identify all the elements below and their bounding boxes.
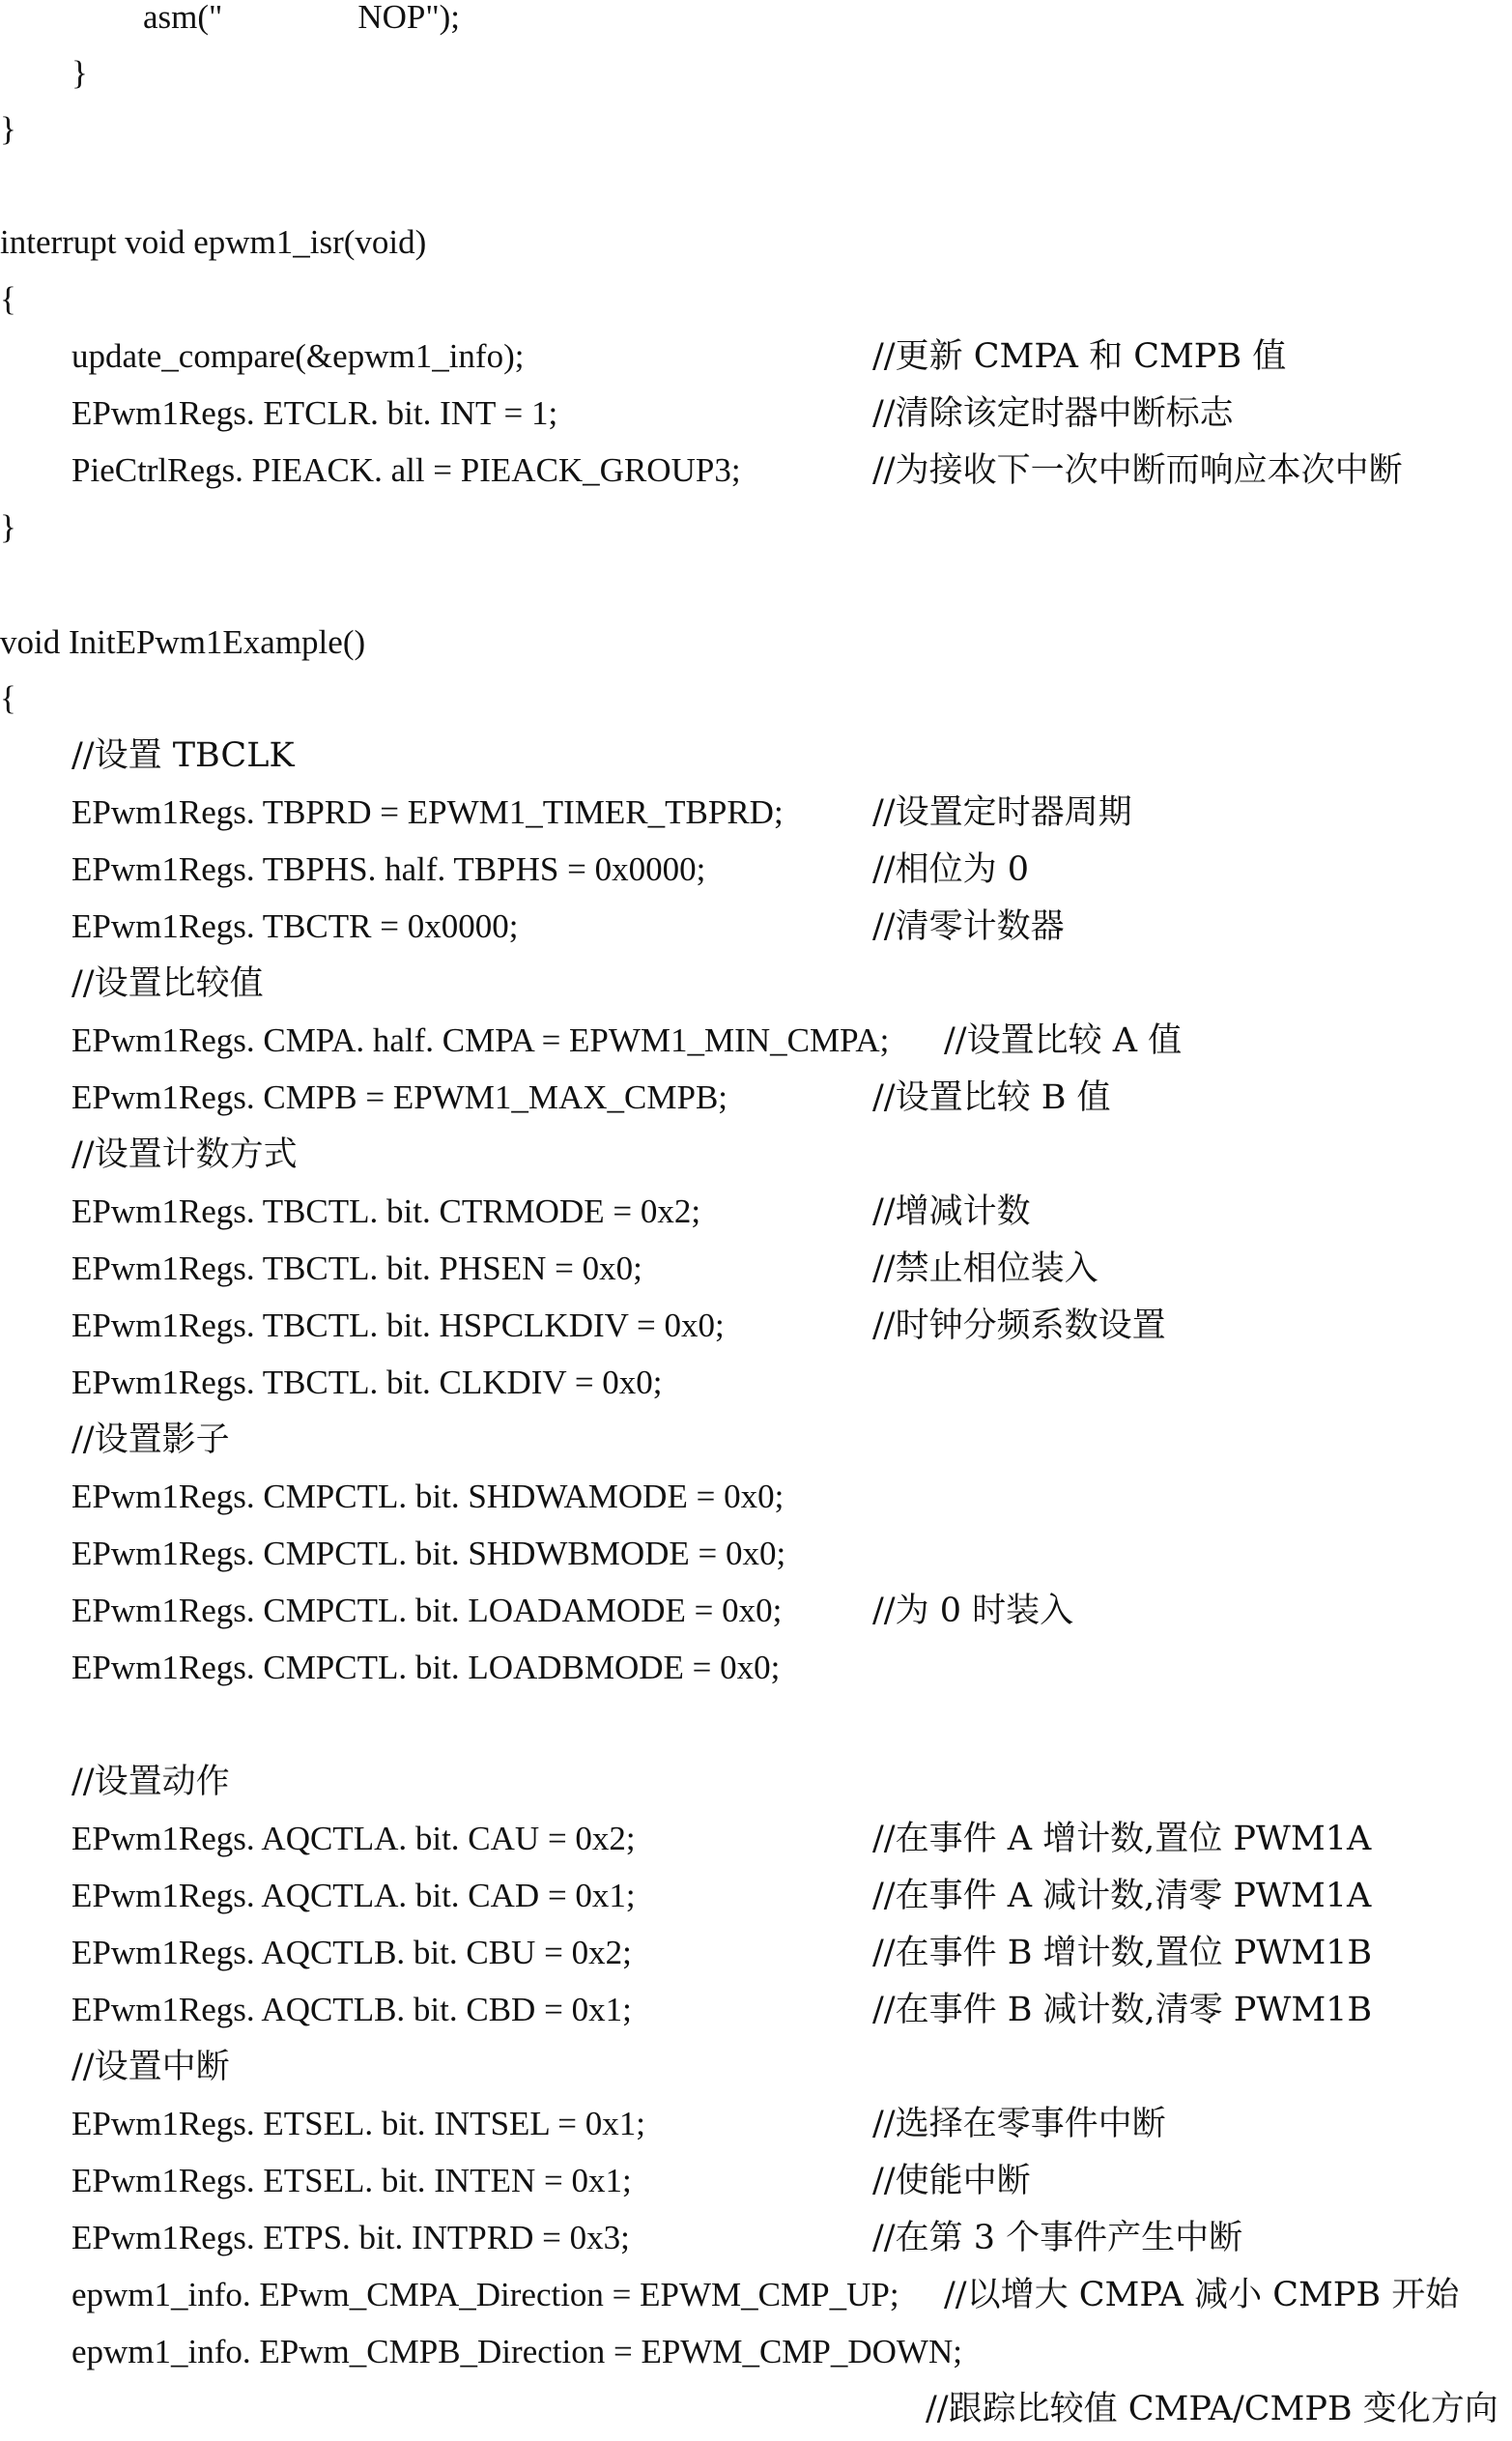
cmpa-direction-comment: //以增大 CMPA 减小 CMPB 开始: [944, 2276, 1460, 2314]
comment-set-interrupt: //设置中断: [71, 2048, 230, 2086]
cbu-comment: //在事件 B 增计数,置位 PWM1B: [872, 1934, 1373, 1972]
comment-set-compare: //设置比较值: [71, 964, 264, 1003]
clkdiv-line: EPwm1Regs. TBCTL. bit. CLKDIV = 0x0;: [71, 1364, 663, 1401]
cad-line: EPwm1Regs. AQCTLA. bit. CAD = 0x1;: [71, 1877, 636, 1914]
loadamode-line: EPwm1Regs. CMPCTL. bit. LOADAMODE = 0x0;: [71, 1592, 783, 1629]
intprd-comment: //在第 3 个事件产生中断: [872, 2219, 1243, 2257]
comment-set-count-mode: //设置计数方式: [71, 1135, 298, 1174]
intprd-line: EPwm1Regs. ETPS. bit. INTPRD = 0x3;: [71, 2219, 630, 2256]
intsel-comment: //选择在零事件中断: [872, 2105, 1166, 2143]
inten-line: EPwm1Regs. ETSEL. bit. INTEN = 0x1;: [71, 2162, 632, 2199]
comment-set-tbclk: //设置 TBCLK: [71, 736, 295, 775]
cau-comment: //在事件 A 增计数,置位 PWM1A: [872, 1820, 1372, 1858]
tbctr-comment: //清零计数器: [872, 907, 1065, 946]
hspclkdiv-line: EPwm1Regs. TBCTL. bit. HSPCLKDIV = 0x0;: [71, 1307, 725, 1344]
outer-closing-brace: }: [0, 110, 16, 148]
cmpa-line: EPwm1Regs. CMPA. half. CMPA = EPWM1_MIN_CMPA;: [71, 1021, 890, 1059]
isr-update-compare-line: update_compare(&epwm1_info);: [71, 337, 525, 375]
cau-line: EPwm1Regs. AQCTLA. bit. CAU = 0x2;: [71, 1820, 636, 1857]
isr-pieack-comment: //为接收下一次中断而响应本次中断: [872, 451, 1403, 490]
isr-closing-brace: }: [0, 508, 16, 546]
comment-set-shadow: //设置影子: [71, 1421, 230, 1459]
ctrmode-line: EPwm1Regs. TBCTL. bit. CTRMODE = 0x2;: [71, 1192, 701, 1230]
ctrmode-comment: //增减计数: [872, 1192, 1031, 1231]
isr-opening-brace: {: [0, 280, 16, 318]
cmpb-comment: //设置比较 B 值: [872, 1078, 1111, 1117]
cbd-line: EPwm1Regs. AQCTLB. bit. CBD = 0x1;: [71, 1991, 632, 2028]
cmpa-direction-line: epwm1_info. EPwm_CMPA_Direction = EPWM_CMP_UP;: [71, 2276, 899, 2313]
inten-comment: //使能中断: [872, 2162, 1031, 2200]
loadamode-comment: //为 0 时装入: [872, 1592, 1074, 1630]
loadbmode-line: EPwm1Regs. CMPCTL. bit. LOADBMODE = 0x0;: [71, 1649, 781, 1686]
tbphs-line: EPwm1Regs. TBPHS. half. TBPHS = 0x0000;: [71, 850, 706, 888]
cad-comment: //在事件 A 减计数,清零 PWM1A: [872, 1877, 1372, 1915]
isr-etclr-line: EPwm1Regs. ETCLR. bit. INT = 1;: [71, 394, 558, 432]
cbu-line: EPwm1Regs. AQCTLB. bit. CBU = 0x2;: [71, 1934, 632, 1971]
tbprd-line: EPwm1Regs. TBPRD = EPWM1_TIMER_TBPRD;: [71, 793, 784, 831]
isr-etclr-comment: //清除该定时器中断标志: [872, 394, 1234, 433]
cmpa-comment: //设置比较 A 值: [944, 1021, 1183, 1060]
cmpb-direction-comment: //跟踪比较值 CMPA/CMPB 变化方向: [926, 2390, 1498, 2428]
intsel-line: EPwm1Regs. ETSEL. bit. INTSEL = 0x1;: [71, 2105, 645, 2142]
isr-update-compare-comment: //更新 CMPA 和 CMPB 值: [872, 337, 1287, 376]
cbd-comment: //在事件 B 减计数,清零 PWM1B: [872, 1991, 1373, 2029]
cmpb-line: EPwm1Regs. CMPB = EPWM1_MAX_CMPB;: [71, 1078, 728, 1116]
asm-nop-line: asm(" NOP");: [143, 0, 461, 36]
phsen-line: EPwm1Regs. TBCTL. bit. PHSEN = 0x0;: [71, 1249, 642, 1287]
tbphs-comment: //相位为 0: [872, 850, 1029, 889]
shdwbmode-line: EPwm1Regs. CMPCTL. bit. SHDWBMODE = 0x0;: [71, 1535, 786, 1572]
cmpb-direction-line: epwm1_info. EPwm_CMPB_Direction = EPWM_CMP_DOWN;: [71, 2333, 962, 2370]
init-opening-brace: {: [0, 679, 16, 717]
init-function-signature: void InitEPwm1Example(): [0, 623, 366, 661]
tbprd-comment: //设置定时器周期: [872, 793, 1132, 832]
inner-closing-brace: }: [71, 54, 88, 92]
comment-set-action: //设置动作: [71, 1763, 230, 1801]
shdwamode-line: EPwm1Regs. CMPCTL. bit. SHDWAMODE = 0x0;: [71, 1478, 785, 1515]
isr-pieack-line: PieCtrlRegs. PIEACK. all = PIEACK_GROUP3;: [71, 451, 741, 489]
isr-function-signature: interrupt void epwm1_isr(void): [0, 223, 427, 261]
tbctr-line: EPwm1Regs. TBCTR = 0x0000;: [71, 907, 519, 945]
phsen-comment: //禁止相位装入: [872, 1249, 1098, 1288]
hspclkdiv-comment: //时钟分频系数设置: [872, 1307, 1166, 1345]
